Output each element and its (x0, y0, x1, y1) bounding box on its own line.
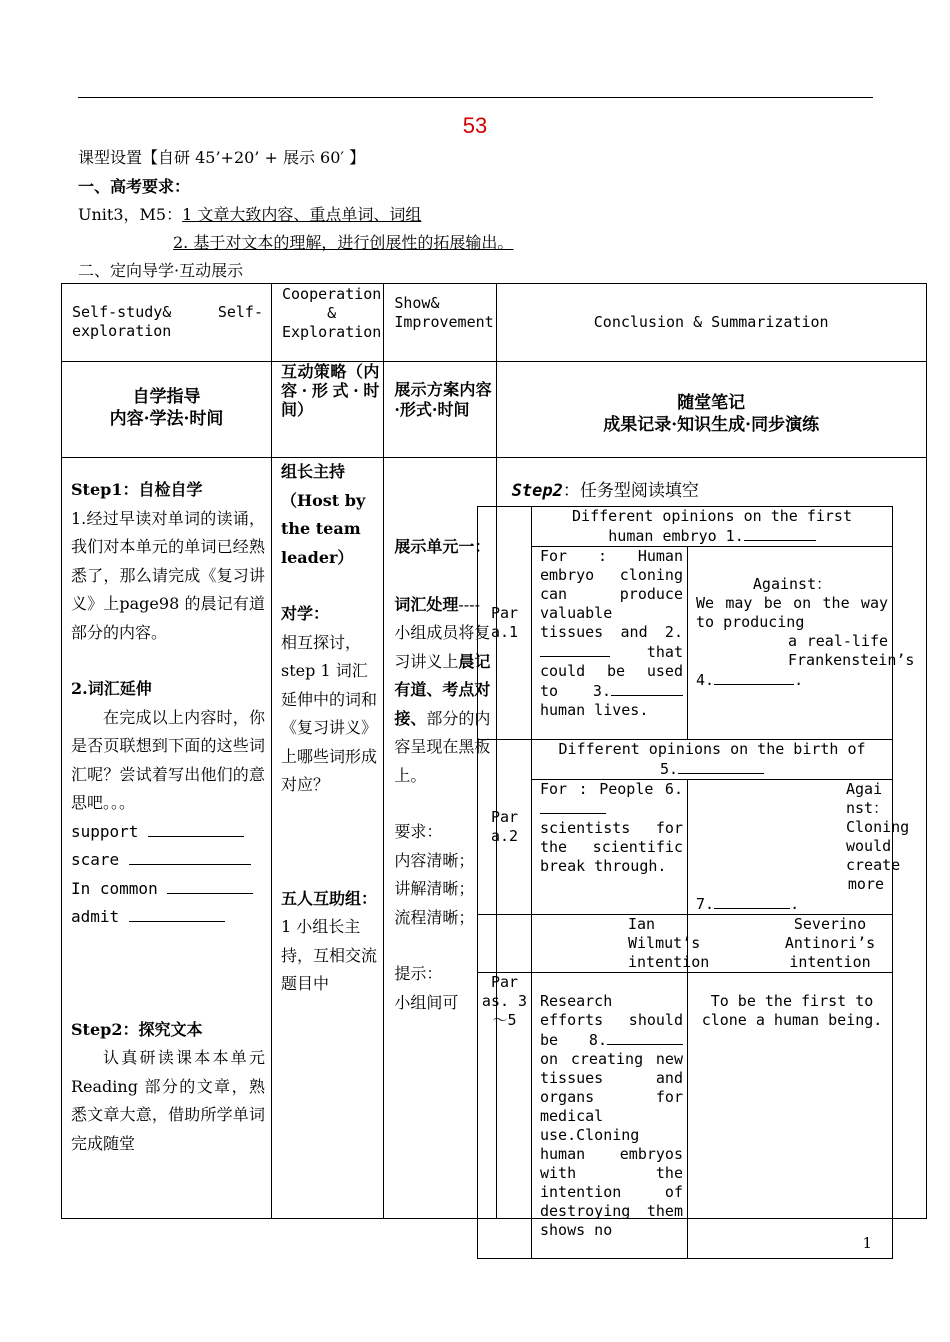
vocab-word-admit: admit (71, 903, 265, 932)
requirement-item: 讲解清晰； (394, 879, 475, 898)
header-self-study-cn: 自学指导 内容·学法·时间 (62, 362, 272, 458)
page-number: 1 (862, 1234, 872, 1252)
requirement-item: 内容清晰； (394, 850, 475, 870)
group-title: 五人互助组： (281, 888, 378, 908)
self-study-cell (62, 458, 272, 1219)
header-conclusion-en: Conclusion & Summarization (496, 284, 926, 362)
show-unit: 展示单元一： (394, 537, 491, 556)
requirement-1-prefix: Unit3，M5： (78, 205, 183, 224)
para-spacer (478, 915, 532, 973)
para1-for: For : Human embryo cloning can produce valuable tissues and 2. that could be used to 3. human lives. (532, 547, 688, 740)
para2-against: Agai nst：Cloning would create more 7. . (688, 780, 893, 915)
header-self-study-en: Self-study& Self-exploration (62, 284, 272, 362)
requirement-2: 2. 基于对文本的理解，进行创展性的拓展输出。 (173, 233, 514, 252)
hint-body: 小组间可 (394, 992, 459, 1012)
header-show-cn: 展示方案内容·形式·时间 (384, 362, 496, 458)
host-label: 组长主持（Host by the team leader） (281, 462, 366, 567)
para1-against: Against： We may be on the way to producing a real-life Frankenstein’s 4. . (688, 547, 893, 740)
page-title: 53 (462, 113, 488, 138)
requirement-1 (78, 202, 421, 225)
ian-intention: Ian Wilmut’s intention (532, 915, 688, 973)
vocab-title: 2.词汇延伸 (71, 679, 152, 698)
step1-title: Step1：自检自学 (71, 480, 203, 499)
section1-heading: 一、高考要求： (78, 177, 191, 196)
header-show-en: Show& Improvement (384, 284, 496, 362)
research-efforts: Research efforts should be 8. on creating new tissues and organs for medical use.Cloning human embryos with the intention of destroying them shows no (532, 973, 688, 1259)
step2-body: 认真研读课本本单元 Reading 部分的文章，熟悉文章大意，借助所学单词完成随堂 (71, 1048, 265, 1153)
severino-intention: Severino Antinori’s intention (688, 915, 893, 973)
pair-body: 相互探讨，step 1 词汇延伸中的词和《复习讲义》上哪些词形成对应？ (281, 632, 378, 794)
header-conclusion-cn: 随堂笔记 成果记录·知识生成·同步演练 (496, 362, 926, 458)
vocab-handling: 词汇处理----小组成员将复习讲义上晨记有道、考点对接、部分的内容呈现在黑板上。 (394, 594, 491, 785)
para1-label: Par a.1 (478, 507, 532, 740)
para35-label: Par as. 3～5 (478, 973, 532, 1259)
top-rule (78, 97, 873, 98)
para2-for: For : People 6. scientists for the scientific break through. (532, 780, 688, 915)
section2-heading: 二、定向导学·互动展示 (78, 261, 244, 280)
header-cooperation-cn: 互动策略（内容·形式·时间） (272, 362, 384, 458)
pair-title: 对学： (281, 604, 330, 623)
footer-rule (61, 1218, 923, 1219)
step1-body: 1.经过早读对单词的读诵，我们对本单元的单词已经熟悉了，那么请完成《复习讲义》上page98 的晨记有道部分的内容。 (71, 508, 265, 642)
vocab-word-support: support (71, 818, 265, 847)
cooperation-cell (272, 458, 384, 1219)
task-title: Step2：任务型阅读填空 (511, 481, 699, 501)
para2-label: Par a.2 (478, 740, 532, 915)
reading-task-table (477, 506, 915, 1259)
requirement-item: 流程清晰； (394, 907, 475, 927)
row1-heading: Different opinions on the first human embryo 1. (532, 507, 893, 547)
vocab-body: 在完成以上内容时，你是否页联想到下面的这些词汇呢？尝试着写出他们的意思吧。。。 (71, 707, 265, 812)
vocab-word-in-common: In common (71, 875, 265, 904)
step2-title: Step2：探究文本 (71, 1019, 203, 1039)
header-cooperation-en: Cooperation & Exploration (272, 284, 384, 362)
vocab-word-scare: scare (71, 846, 265, 875)
requirement-1-text: 1 文章大致内容、重点单词、词组 (182, 205, 422, 224)
first-clone: To be the first to clone a human being. (688, 973, 893, 1259)
row2-heading: Different opinions on the birth of 5. (532, 740, 893, 780)
requirements-title: 要求： (394, 822, 443, 841)
hint-title: 提示： (394, 964, 443, 983)
group-body: 1 小组长主持，互相交流题目中 (281, 917, 378, 993)
course-setup: 课型设置【自研 45’+20’ + 展示 60′ 】 (78, 148, 366, 167)
